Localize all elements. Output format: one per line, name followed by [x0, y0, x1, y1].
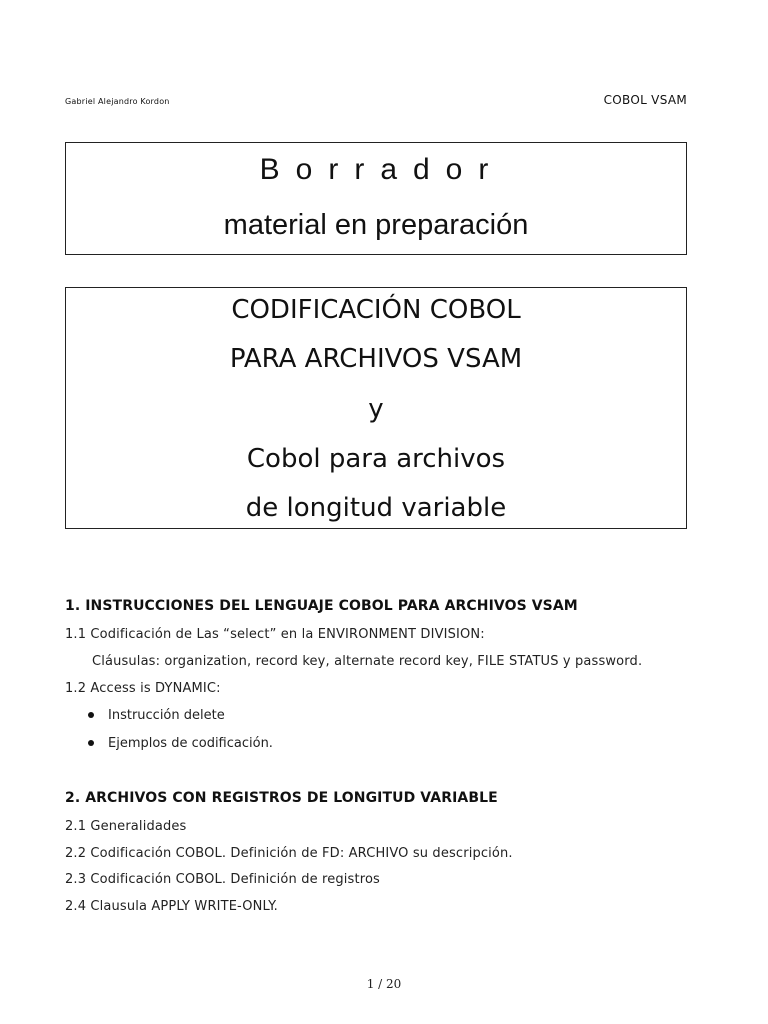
item-1-1: 1.1 Codificación de Las “select” en la ENVIRONMENT DIVISION: [65, 627, 485, 642]
item-2-4: 2.4 Clausula APPLY WRITE-ONLY. [65, 899, 278, 914]
draft-notice-box [65, 142, 687, 255]
title-line-2: PARA ARCHIVOS VSAM [229, 344, 523, 374]
bullet-text: Instrucción delete [108, 708, 225, 723]
item-2-3: 2.3 Codificación COBOL. Definición de registros [65, 872, 380, 887]
item-2-1: 2.1 Generalidades [65, 819, 187, 834]
draft-subtitle: material en preparación [223, 209, 529, 241]
bullet-dot [88, 712, 94, 718]
bullet-item [88, 708, 225, 723]
bullet-item [88, 736, 273, 751]
document-title-box [65, 287, 687, 529]
item-2-2: 2.2 Codificación COBOL. Definición de FD: ARCHIVO su descripción. [65, 846, 513, 861]
section-2-heading: 2. ARCHIVOS CON REGISTROS DE LONGITUD VARIABLE [65, 790, 498, 806]
title-line-4: Cobol para archivos [246, 444, 506, 474]
draft-word: Borrador [259, 153, 505, 186]
item-1-1-detail: Cláusulas: organization, record key, alternate record key, FILE STATUS y password. [92, 654, 643, 669]
page-number: 1 / 20 [366, 977, 402, 991]
bullet-text: Ejemplos de codificación. [108, 736, 273, 751]
header-author: Gabriel Alejandro Kordon [65, 97, 170, 106]
title-line-5: de longitud variable [245, 493, 507, 523]
title-line-1: CODIFICACIÓN COBOL [231, 295, 521, 325]
bullet-dot [88, 740, 94, 746]
title-line-3: y [368, 394, 384, 424]
header-topic: COBOL VSAM [603, 93, 687, 107]
item-1-2: 1.2 Access is DYNAMIC: [65, 681, 221, 696]
section-1-heading: 1. INSTRUCCIONES DEL LENGUAJE COBOL PARA ARCHIVOS VSAM [65, 598, 578, 614]
